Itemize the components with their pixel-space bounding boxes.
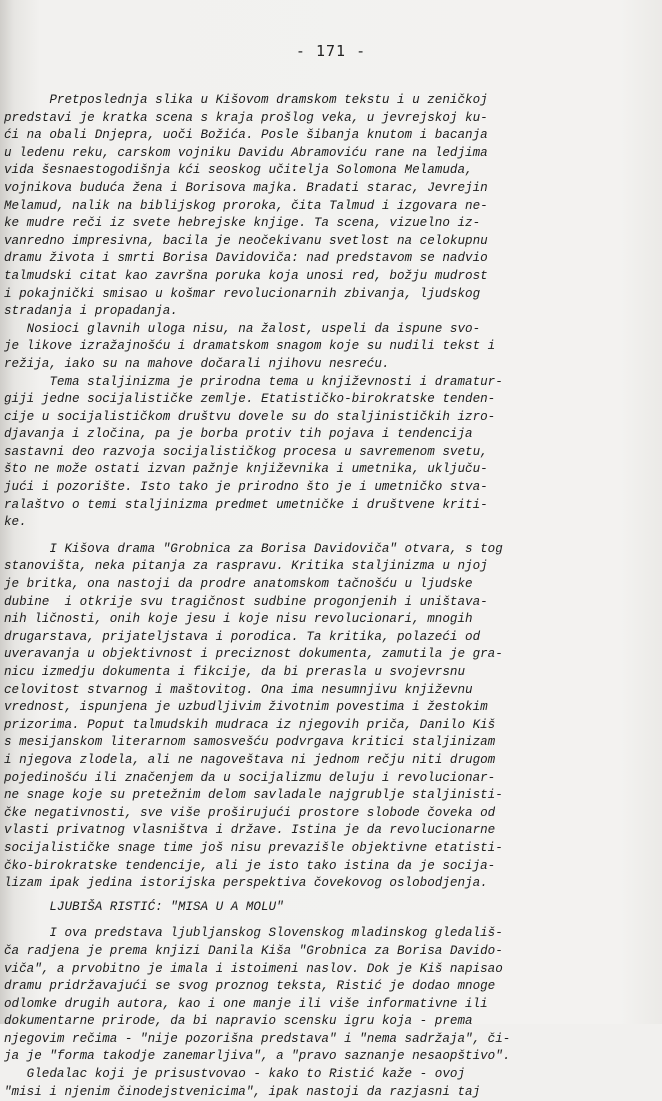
text-line: odlomke drugih autora, kao i one manje ili više informativne ili [4, 996, 488, 1011]
text-line: ći na obali Dnjepra, uoči Božića. Posle šibanja knutom i bacanja [4, 128, 488, 143]
text-line: i pokajnički smisao u košmar revolucionarnih zbivanja, ljudskog [4, 286, 481, 301]
text-line: dubine i otkrije svu tragičnost sudbine progonjenih i uništava- [4, 594, 488, 609]
text-line: drugarstava, prijateljstava i porodica. Ta kritika, polazeći od [4, 629, 481, 644]
text-line: vrednost, ispunjena je uzbudljivim životnim povestima i žestokim [4, 700, 488, 715]
text-line: je britka, ona nastoji da prodre anatomskom tačnošću u ljudske [4, 577, 473, 592]
text-line: Tema staljinizma je prirodna tema u književnosti i dramatur- [4, 374, 503, 389]
page-number: - 171 - [295, 42, 367, 60]
text-line: vida šesnaestogodišnja kći seoskog učitelja Solomona Melamuda, [4, 163, 473, 178]
text-line: giji jedne socijalističke zemlje. Etatističko-birokratske tenden- [4, 392, 496, 407]
text-line: s mesijanskom literarnom samosvešću podvrgava kritici staljinizam [4, 735, 496, 750]
text-line: djavanja i zločina, pa je borba protiv tih pojava i tendencija [4, 427, 473, 442]
text-line: ja je "forma takodje zanemarljiva", a "pravo saznanje nesaopštivo". [4, 1049, 511, 1064]
text-line: i njegova zlodela, ali ne nagoveštava ni jednom rečju niti drugom [4, 752, 496, 767]
text-line: viča", a prvobitno je imala i istoimeni naslov. Dok je Kiš napisao [4, 961, 503, 976]
text-line: Gledalac koji je prisustvovao - kako to Ristić kaže - ovoj [4, 1067, 466, 1082]
text-line: ke. [4, 515, 27, 530]
text-line: stanovišta, neka pitanja za raspravu. Kritika staljinizma u njoj [4, 559, 488, 574]
text-line: dramu života i smrti Borisa Davidoviča: nad predstavom se nadvio [4, 251, 488, 266]
text-line: vanredno impresivna, bacila je neočekivanu svetlost na celokupnu [4, 233, 488, 248]
text-line: I Kišova drama "Grobnica za Borisa Davidoviča" otvara, s tog [4, 541, 503, 556]
text-line: Nosioci glavnih uloga nisu, na žalost, uspeli da ispune svo- [4, 321, 481, 336]
section-heading: LJUBIŠA RISTIĆ: "MISA U A MOLU" [4, 899, 284, 914]
text-line: socijalističke snage time još nisu prevazišle objektivne etatisti- [4, 840, 503, 855]
text-line: njegovim rečima - "nije pozorišna predstava" i "nema sadržaja", či- [4, 1031, 511, 1046]
text-line: čke negativnosti, sve više proširujući prostore slobode čoveka od [4, 805, 496, 820]
text-line: u ledenu reku, carskom vojniku Davidu Abramoviću rane na ledjima [4, 145, 488, 160]
text-line: Pretposlednja slika u Kišovom dramskom tekstu i u zeničkoj [4, 93, 488, 107]
text-line: ne snage koje su pretežnim delom savladale najgrublje staljinisti- [4, 788, 503, 803]
text-line: režija, iako su na mahove dočarali njihovu nesreću. [4, 356, 390, 371]
text-line: dramu pridržavajući se svog proznog teksta, Ristić je dodao mnoge [4, 979, 496, 994]
text-line: dokumentarne prirode, da bi napravio scensku igru koja - prema [4, 1014, 473, 1029]
text-line: sastavni deo razvoja socijalističkog procesa u savremenom svetu, [4, 444, 488, 459]
text-line: ke mudre reči iz svete hebrejske knjige. Ta scena, vizuelno iz- [4, 216, 481, 231]
text-line: predstavi je kratka scena s kraja prošlog veka, u jevrejskoj ku- [4, 110, 488, 125]
text-line: što ne može ostati izvan pažnje književnika i umetnika, uključu- [4, 462, 488, 477]
text-line: talmudski citat kao završna poruka koja unosi red, božju mudrost [4, 268, 488, 283]
body-text [4, 92, 654, 1101]
text-line: jući i pozorište. Isto tako je prirodno što je i umetničko stva- [4, 480, 488, 495]
text-line: čko-birokratske tendencije, ali je isto tako istina da je socija- [4, 858, 496, 873]
text-line: Melamud, nalik na biblijskog proroka, čita Talmud i izgovara ne- [4, 198, 488, 213]
text-line: cije u socijalističkom društvu dovele su do staljinističkih izro- [4, 409, 496, 424]
text-line: pojedinošću ili značenjem da u socijalizmu deluju i revolucionar- [4, 770, 496, 785]
text-line: je likove izražajnošću i dramatskom snagom koje su nudili tekst i [4, 339, 496, 354]
text-line: vlasti privatnog vlasništva i države. Istina je da revolucionarne [4, 823, 496, 838]
text-line: vojnikova buduća žena i Borisova majka. Bradati starac, Jevrejin [4, 180, 488, 195]
text-line: uveravanja u objektivnost i preciznost dokumenta, zamutila je gra- [4, 647, 503, 662]
text-line: prizorima. Poput talmudskih mudraca iz njegovih priča, Danilo Kiš [4, 717, 496, 732]
text-line: ča radjena je prema knjizi Danila Kiša "Grobnica za Borisa Davido- [4, 943, 503, 958]
text-line: stradanja i propadanja. [4, 304, 178, 319]
text-line: "misi i njenim činodejstvenicima", ipak nastoji da razjasni taj [4, 1084, 481, 1099]
text-line: celovitost stvarnog i maštovitog. Ona ima nesumnjivu književnu [4, 682, 473, 697]
text-line: nicu izmedju dokumenta i fikcije, da bi prerasla u svojevrsnu [4, 665, 466, 679]
text-line: lizam ipak jedina istorijska perspektiva čovekovog oslobodjenja. [4, 876, 488, 891]
text-line: ralaštvo o temi staljinizma predmet umetničke i društvene kriti- [4, 497, 488, 512]
text-line: I ova predstava ljubljanskog Slovenskog mladinskog gledališ- [4, 926, 503, 941]
text-line: nih ličnosti, onih koje jesu i koje nisu revolucionari, mnogih [4, 612, 473, 627]
